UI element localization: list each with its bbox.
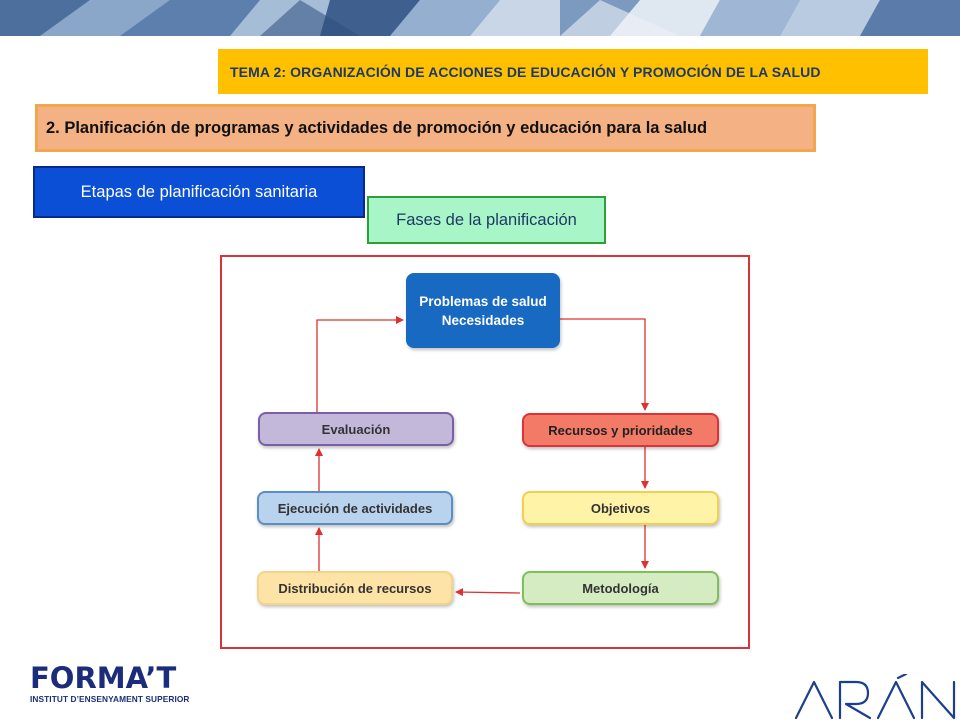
node-problemas-salud-line1: Problemas de salud: [419, 293, 547, 309]
section-title-bar: 2. Planificación de programas y actividades de promoción y educación para la salud: [35, 104, 816, 152]
format-logo-subtitle: INSTITUT D’ENSENYAMENT SUPERIOR: [30, 694, 190, 704]
header-banner: [0, 0, 960, 36]
format-logo: [30, 661, 205, 704]
node-ejecucion-actividades: Ejecución de actividades: [257, 491, 453, 525]
polygon-banner-graphic: [0, 0, 960, 36]
node-recursos-prioridades: Recursos y prioridades: [522, 413, 719, 447]
topic-title-bar: TEMA 2: ORGANIZACIÓN DE ACCIONES DE EDUCACIÓN Y PROMOCIÓN DE LA SALUD: [218, 49, 928, 94]
format-logo-word: FORMA’T: [30, 661, 177, 695]
aran-logo: [794, 674, 960, 720]
node-objetivos: Objetivos: [522, 491, 719, 525]
node-metodologia: Metodología: [522, 571, 719, 605]
phases-label-box: Fases de la planificación: [367, 196, 606, 244]
node-distribucion-recursos: Distribución de recursos: [257, 571, 453, 605]
stage-label-box: Etapas de planificación sanitaria: [33, 166, 365, 218]
node-problemas-salud-line2: Necesidades: [441, 312, 525, 328]
node-evaluacion: Evaluación: [258, 412, 454, 446]
aran-logo-mark: [794, 674, 960, 720]
node-problemas-salud: [406, 273, 560, 348]
